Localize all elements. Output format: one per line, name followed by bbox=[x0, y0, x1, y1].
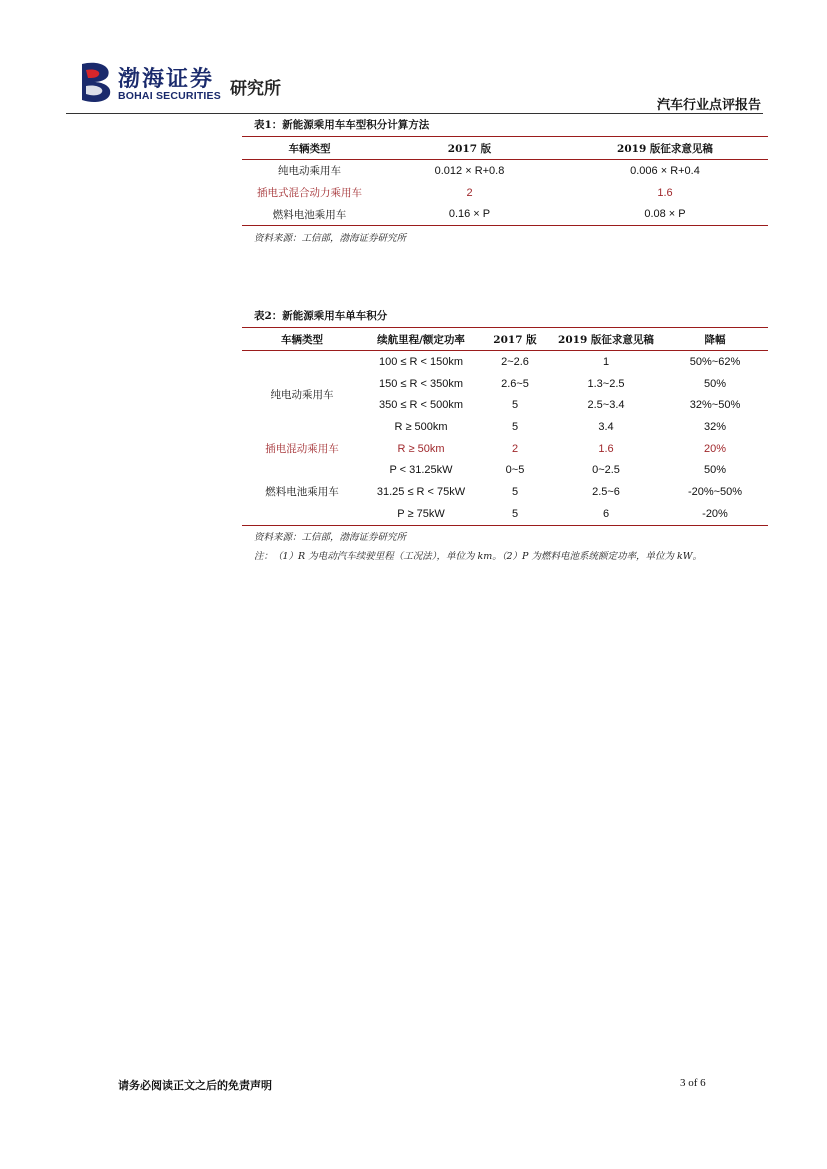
table-cell: 0.012 × R+0.8 bbox=[434, 164, 505, 177]
table-cell: 2 bbox=[466, 186, 473, 199]
table-cell: 350 ≤ R < 500km bbox=[379, 399, 463, 412]
table-row bbox=[242, 160, 768, 182]
table1-title: 表1：新能源乘用车车型积分计算方法 bbox=[254, 119, 430, 131]
table-row bbox=[242, 459, 768, 481]
report-type: 汽车行业点评报告 bbox=[656, 98, 761, 113]
table-cell: 31.25 ≤ R < 75kW bbox=[376, 485, 466, 498]
table-cell: 5 bbox=[511, 420, 519, 433]
company-logo bbox=[78, 60, 281, 110]
table-cell: 1.6 bbox=[657, 186, 673, 199]
logo-english-name: BOHAI SECURITIES bbox=[118, 90, 221, 102]
table-row bbox=[242, 203, 768, 225]
table-cell: P ≥ 75kW bbox=[397, 507, 445, 520]
table2-title: 表2：新能源乘用车单车积分 bbox=[254, 310, 388, 322]
table2-header-cell: 2017 版 bbox=[493, 333, 537, 346]
vehicle-type-cell: 纯电动乘用车 bbox=[270, 388, 334, 401]
table-cell: 6 bbox=[602, 507, 610, 520]
table-cell: 2~2.6 bbox=[501, 355, 529, 368]
table-cell: 5 bbox=[511, 399, 519, 412]
table-cell: 150 ≤ R < 350km bbox=[379, 377, 463, 390]
table-cell: 50% bbox=[703, 377, 727, 390]
table-cell: 50%~62% bbox=[689, 355, 741, 368]
table-cell: 1 bbox=[602, 355, 610, 368]
table-cell: 32% bbox=[703, 420, 727, 433]
logo-chinese-name: 渤海证券 bbox=[118, 66, 215, 92]
vehicle-type-cell: 纯电动乘用车 bbox=[278, 165, 341, 178]
table-cell: 0.16 × P bbox=[448, 208, 491, 221]
header-divider bbox=[66, 113, 763, 114]
table-cell: 0~2.5 bbox=[592, 464, 620, 477]
table1-header-cell: 2019 版征求意见稿 bbox=[617, 142, 713, 155]
table1-header-row bbox=[242, 137, 768, 160]
table1 bbox=[242, 136, 768, 226]
table-cell: 2.6~5 bbox=[501, 377, 529, 390]
vehicle-type-cell: 插电混动乘用车 bbox=[265, 443, 339, 456]
table-cell: -20% bbox=[702, 507, 728, 520]
table2-note: 注：（1）R 为电动汽车续驶里程（工况法），单位为 km。（2）P 为燃料电池系统额定功率，单位为 kW。 bbox=[254, 551, 702, 562]
table-cell: R ≥ 500km bbox=[394, 420, 448, 433]
table-cell: 1.3~2.5 bbox=[587, 377, 625, 390]
table-cell: 0~5 bbox=[505, 464, 525, 477]
table-cell: 2.5~6 bbox=[592, 485, 620, 498]
table-cell: -20%~50% bbox=[687, 485, 743, 498]
table-cell: 0.006 × R+0.4 bbox=[630, 164, 700, 177]
vehicle-type-cell: 燃料电池乘用车 bbox=[265, 486, 339, 499]
table2-header-cell: 车辆类型 bbox=[281, 333, 323, 346]
institute-label: 研究所 bbox=[230, 79, 281, 99]
table2-header-cell: 2019 版征求意见稿 bbox=[558, 333, 654, 346]
table-cell: 0.08 × P bbox=[644, 208, 686, 221]
table-cell: 20% bbox=[703, 442, 727, 455]
table-cell: 50% bbox=[703, 464, 727, 477]
table-cell: P < 31.25kW bbox=[389, 464, 453, 477]
table-cell: 1.6 bbox=[598, 442, 614, 455]
table-cell: 2.5~3.4 bbox=[587, 399, 625, 412]
table-cell: 5 bbox=[511, 485, 519, 498]
table1-source: 资料来源：工信部，渤海证券研究所 bbox=[254, 233, 407, 244]
table2-header-row bbox=[242, 328, 768, 351]
table1-header-cell: 2017 版 bbox=[447, 142, 492, 155]
table-cell: 3.4 bbox=[598, 420, 614, 433]
table-row bbox=[242, 438, 768, 460]
page-number: 3 of 6 bbox=[680, 1077, 706, 1089]
table-cell: 2 bbox=[511, 442, 519, 455]
table-cell: 5 bbox=[511, 507, 519, 520]
table-cell: 100 ≤ R < 150km bbox=[379, 355, 463, 368]
table2-header-cell: 降幅 bbox=[704, 333, 726, 346]
table2-source: 资料来源：工信部，渤海证券研究所 bbox=[254, 532, 407, 543]
table-cell: R ≥ 50km bbox=[397, 442, 445, 455]
table2-header-cell: 续航里程/额定功率 bbox=[377, 333, 465, 346]
table2 bbox=[242, 327, 768, 526]
table-row bbox=[242, 351, 768, 373]
footer-disclaimer: 请务必阅读正文之后的免责声明 bbox=[118, 1079, 272, 1092]
vehicle-type-cell: 燃料电池乘用车 bbox=[272, 208, 347, 221]
table-row bbox=[242, 182, 768, 204]
table-cell: 32%~50% bbox=[689, 399, 741, 412]
table1-header-cell: 车辆类型 bbox=[288, 142, 331, 155]
vehicle-type-cell: 插电式混合动力乘用车 bbox=[257, 187, 362, 200]
bohai-logo-icon bbox=[78, 60, 114, 104]
